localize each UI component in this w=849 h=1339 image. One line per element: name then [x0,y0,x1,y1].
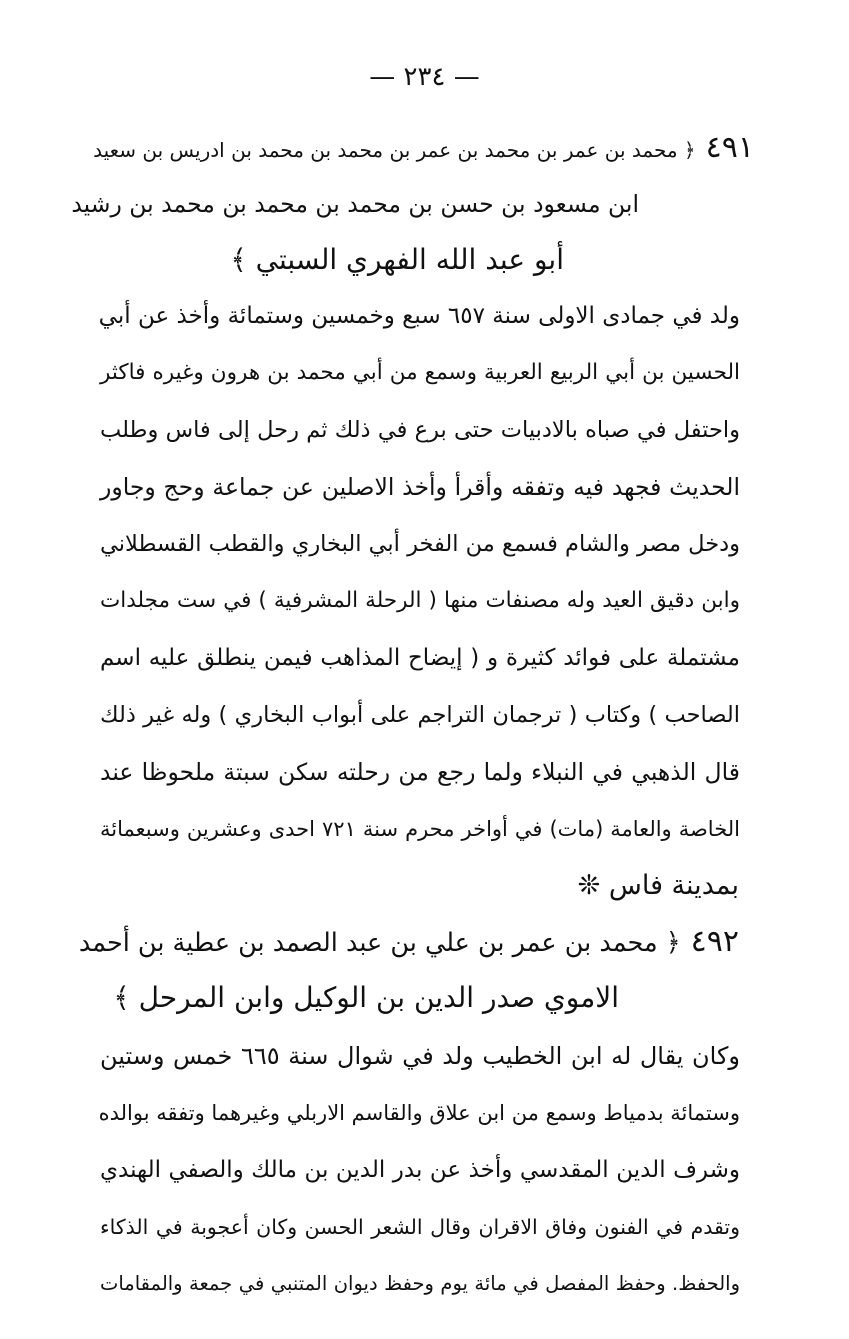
body-line: وشرف الدين المقدسي وأخذ عن بدر الدين بن مالك والصفي الهندي [100,1157,740,1183]
entry-heading-line-2: الاموي صدر الدين بن الوكيل وابن المرحل ﴾ [113,981,619,1014]
body-line: وابن دقيق العيد وله مصنفات منها ( الرحلة المشرفية ) في ست مجلدات [100,588,740,613]
body-line: بمدينة فاس ❊ [577,870,739,901]
entry-heading-text: ﴿ محمد بن عمر بن محمد بن عمر بن محمد بن محمد بن ادريس بن سعيد [93,138,696,162]
entry-heading-line-3: أبو عبد الله الفهري السبتي ﴾ [230,243,564,276]
body-line: الصاحب ) وكتاب ( ترجمان التراجم على أبواب البخاري ) وله غير ذلك [100,702,740,728]
page-number: — ٢٣٤ — [369,62,480,92]
body-line: ودخل مصر والشام فسمع من الفخر أبي البخاري والقطب القسطلاني [100,531,740,557]
body-line: مشتملة على فوائد كثيرة و ( إيضاح المذاهب فيمن ينطلق عليه اسم [100,645,740,671]
body-line: وتقدم في الفنون وفاق الاقران وقال الشعر الحسن وكان أعجوبة في الذكاء [100,1215,740,1239]
body-line: الحديث فجهد فيه وتفقه وأقرأ وأخذ الاصلين عن جماعة وحج وجاور [100,473,740,501]
body-line: وكان يقال له ابن الخطيب ولد في شوال سنة ٦٦٥ خمس وستين [100,1042,740,1070]
body-line: واحتفل في صباه بالادبيات حتى برع في ذلك ثم رحل إلى فاس وطلب [100,417,740,443]
body-line: قال الذهبي في النبلاء ولما رجع من رحلته سكن سبتة ملحوظا عند [100,758,740,786]
entry-heading-text: ﴿ محمد بن عمر بن علي بن عبد الصمد بن عطية بن أحمد [78,928,681,958]
body-line: الحسين بن أبي الربيع العربية وسمع من أبي محمد بن هرون وغيره فاكثر [100,360,740,385]
entry-heading-line-1 [93,128,754,168]
body-line: الخاصة والعامة (مات) في أواخر محرم سنة ٧٢١ احدى وعشرين وسبعمائة [100,817,740,841]
entry-heading-line-2: ابن مسعود بن حسن بن محمد بن محمد بن محمد بن رشيد [71,190,639,218]
entry-number: ٤٩٢ [690,924,739,959]
body-line: وستمائة بدمياط وسمع من ابن علاق والقاسم الاربلي وغيرهما وتفقه بوالده [98,1101,740,1125]
body-line: ولد في جمادى الاولى سنة ٦٥٧ سبع وخمسين وستمائة وأخذ عن أبي [98,303,740,329]
entry-number: ٤٩١ [705,130,754,165]
entry-heading-line-1 [79,922,739,962]
body-line: والحفظ. وحفظ المفصل في مائة يوم وحفظ ديوان المتنبي في جمعة والمقامات [100,1272,740,1295]
